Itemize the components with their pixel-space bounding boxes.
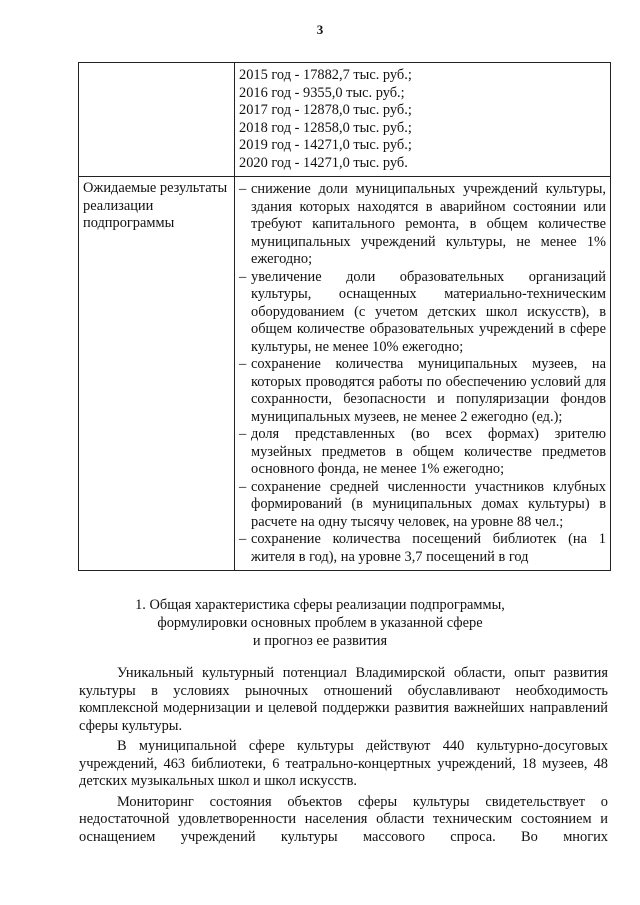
result-text: увеличение доли образовательных организаций культуры, оснащенных материально-техническим оборудованием (с учетом детских школ искусств), в общем количестве образовательных учреждений в сфере культуры, не менее 10% ежегодно; xyxy=(251,268,606,355)
result-item xyxy=(239,479,606,532)
heading-line: формулировки основных проблем в указанной сфере xyxy=(157,615,483,631)
heading-line: и прогноз ее развития xyxy=(252,633,388,649)
result-item xyxy=(239,269,606,357)
section-body xyxy=(79,665,608,849)
paragraph: Уникальный культурный потенциал Владимирской области, опыт развития культуры в условиях рыночных отношений обуславливают необходимость комплексной модернизации и целевой поддержки развития важнейших направлений сферы культуры. xyxy=(79,665,608,734)
heading-line: 1. Общая характеристика сферы реализации подпрограммы, xyxy=(135,597,505,613)
funding-label-cell xyxy=(79,63,235,177)
dash-bullet: – xyxy=(239,531,247,547)
result-item xyxy=(239,531,606,566)
result-text: сохранение количества муниципальных музеев, на которых проводятся работы по обеспечению условий для сохранности, безопасности и популяризации фондов муниципальных музеев, не менее 2 ежегодно (ед.); xyxy=(251,356,606,425)
dash-bullet: – xyxy=(239,268,247,285)
dash-bullet: – xyxy=(239,356,247,372)
funding-year-2018: 2018 год - 12858,0 тыс. руб.; xyxy=(239,119,412,136)
funding-year-2019: 2019 год - 14271,0 тыс. руб.; xyxy=(239,137,412,153)
subprogram-passport-table xyxy=(78,62,611,571)
paragraph: Мониторинг состояния объектов сферы культуры свидетельствует о недостаточной удовлетворенности населения области техническим состоянием и оснащением учреждений культуры массового спроса. Во многих xyxy=(79,793,608,845)
dash-bullet: – xyxy=(239,426,247,442)
section-heading xyxy=(0,596,640,650)
funding-year-2016: 2016 год - 9355,0 тыс. руб.; xyxy=(239,84,405,101)
result-text: доля представленных (во всех формах) зрителю музейных предметов в общем количестве предметов основного фонда, не менее 1% ежегодно; xyxy=(251,426,606,477)
result-item xyxy=(239,426,606,479)
paragraph: В муниципальной сфере культуры действуют 440 культурно-досуговых учреждений, 463 библиотеки, 6 театрально-концертных учреждений, 18 музеев, 48 детских музыкальных школ и школ искусств. xyxy=(79,738,608,789)
result-text: сохранение средней численности участников клубных формирований (в муниципальных домах культуры) в расчете на одну тысячу человек, на уровне 88 чел.; xyxy=(251,478,606,530)
funding-year-2020: 2020 год - 14271,0 тыс. руб. xyxy=(239,154,408,171)
page-number: 3 xyxy=(316,22,324,37)
results-label: Ожидаемые результаты реализации подпрограммы xyxy=(79,177,235,571)
dash-bullet: – xyxy=(239,181,247,197)
funding-year-2017: 2017 год - 12878,0 тыс. руб.; xyxy=(239,102,412,118)
funding-values-cell xyxy=(235,63,611,177)
results-row xyxy=(79,177,611,571)
funding-year-2015: 2015 год - 17882,7 тыс. руб.; xyxy=(239,67,412,83)
funding-row xyxy=(79,63,611,177)
results-list xyxy=(235,177,611,571)
result-text: снижение доли муниципальных учреждений культуры, здания которых находятся в аварийном состоянии или требуют капитального ремонта, в общем количестве муниципальных учреждений культуры, не менее 1% ежегодно; xyxy=(251,181,606,267)
result-item xyxy=(239,181,606,269)
dash-bullet: – xyxy=(239,478,247,495)
result-item xyxy=(239,356,606,426)
result-text: сохранение количества посещений библиотек (на 1 жителя в год), на уровне 3,7 посещений в год xyxy=(251,531,606,565)
